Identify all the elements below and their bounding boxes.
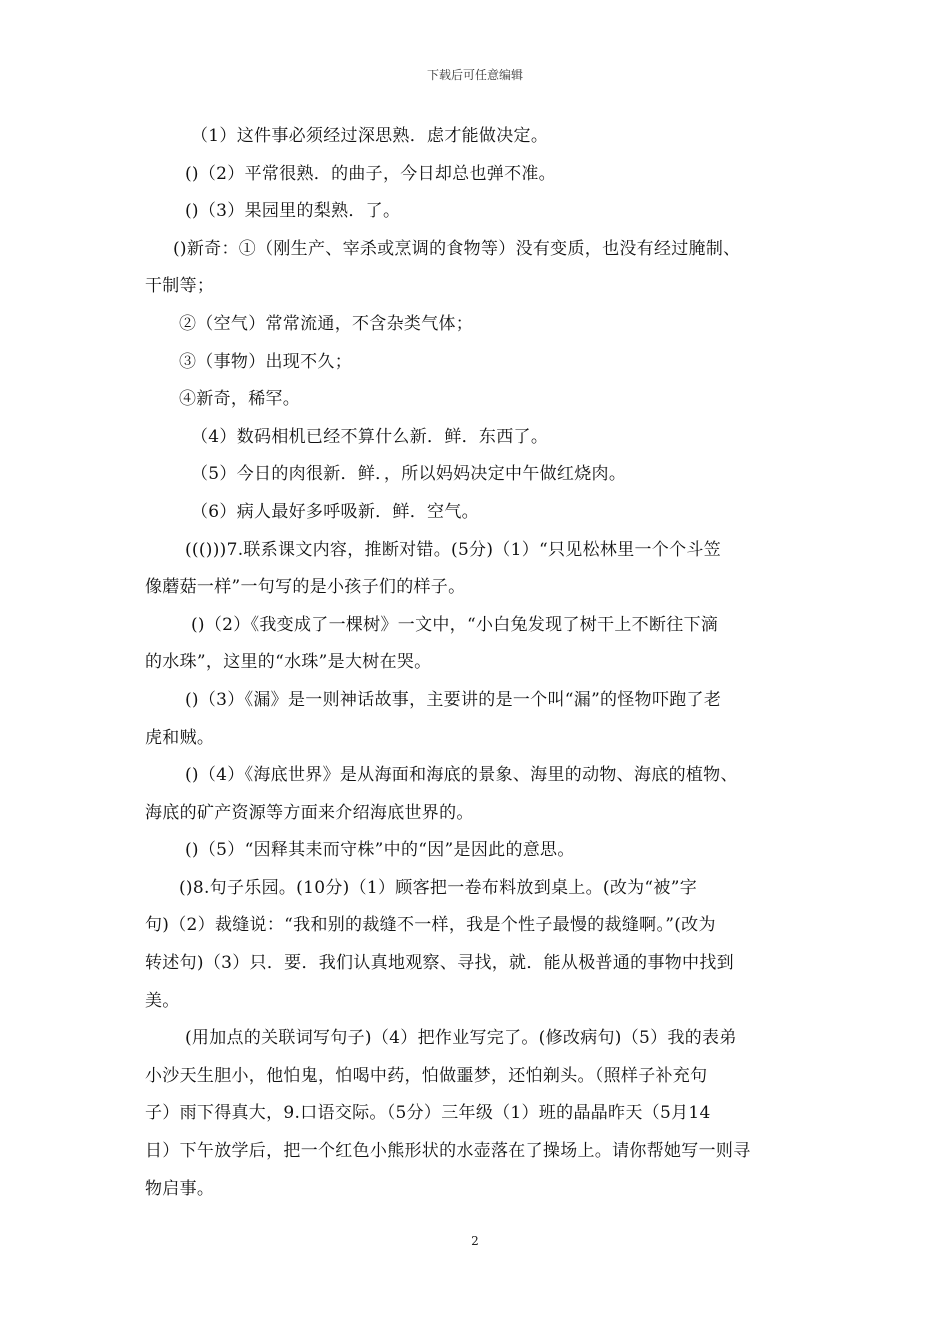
text-line: ()8.句子乐园。(10分)（1）顾客把一卷布料放到桌上。(改为“被”字 — [179, 877, 698, 898]
text-line: 子）雨下得真大，9.口语交际。（5分）三年级（1）班的晶晶昨天（5月14 — [145, 1103, 711, 1124]
text-line: 日）下午放学后，把一个红色小熊形状的水壶落在了操场上。请你帮她写一则寻 — [145, 1141, 751, 1162]
text-line: ()（3）《漏》是一则神话故事，主要讲的是一个叫“漏”的怪物吓跑了老 — [185, 689, 722, 710]
text-line: ④新奇，稀罕。 — [179, 389, 301, 410]
text-line: （1）这件事必须经过深思熟．虑才能做决定。 — [191, 126, 549, 146]
text-line: 海底的矿产资源等方面来介绍海底世界的。 — [145, 802, 474, 823]
text-line: （5）今日的肉很新．鲜．，所以妈妈决定中午做红烧肉。 — [191, 464, 627, 485]
text-line: 干制等； — [145, 276, 215, 297]
text-line: ()（4）《海底世界》是从海面和海底的景象、海里的动物、海底的植物、 — [185, 765, 738, 786]
text-line: ((()))7.联系课文内容，推断对错。(5分)（1）“只见松林里一个个斗笠 — [185, 539, 721, 560]
text-line: （6）病人最好多呼吸新．鲜．空气。 — [191, 501, 479, 522]
text-line: ()新奇：①（刚生产、宰杀或烹调的食物等）没有变质，也没有经过腌制、 — [173, 238, 741, 259]
text-line: 小沙天生胆小，他怕鬼，怕喝中药，怕做噩梦，还怕剃头。（照样子补充句 — [145, 1065, 708, 1086]
text-line: 转述句)（3）只．要．我们认真地观察、寻找，就．能从极普通的事物中找到 — [145, 953, 734, 974]
text-line: 虎和贼。 — [145, 727, 215, 748]
text-line: （4）数码相机已经不算什么新．鲜．东西了。 — [191, 426, 549, 447]
text-line: ()（2）平常很熟．的曲子，今日却总也弹不准。 — [185, 163, 556, 184]
text-line: ()（3）果园里的梨熟．了。 — [185, 201, 401, 222]
text-line: (用加点的关联词写句子)（4）把作业写完了。(修改病句)（5）我的表弟 — [185, 1028, 737, 1049]
text-line: 物启事。 — [145, 1178, 215, 1199]
text-line: 像蘑菇一样”一句写的是小孩子们的样子。 — [145, 577, 466, 598]
page-header: 下载后可任意编辑 — [426, 68, 523, 82]
text-line: ()（2）《我变成了一棵树》一文中，“小白兔发现了树干上不断往下滴 — [191, 614, 719, 635]
text-line: 美。 — [145, 990, 180, 1011]
text-line: ②（空气）常常流通，不含杂类气体； — [179, 313, 474, 334]
document-body — [145, 118, 825, 1208]
page-number: 2 — [471, 1234, 479, 1248]
text-line: ()（5）“因释其耒而守株”中的“因”是因此的意思。 — [185, 840, 575, 861]
text-line: 句)（2）裁缝说：“我和别的裁缝不一样，我是个性子最慢的裁缝啊。”(改为 — [145, 915, 716, 936]
text-line: 的水珠”，这里的“水珠”是大树在哭。 — [145, 652, 432, 673]
text-line: ③（事物）出现不久； — [179, 351, 352, 372]
